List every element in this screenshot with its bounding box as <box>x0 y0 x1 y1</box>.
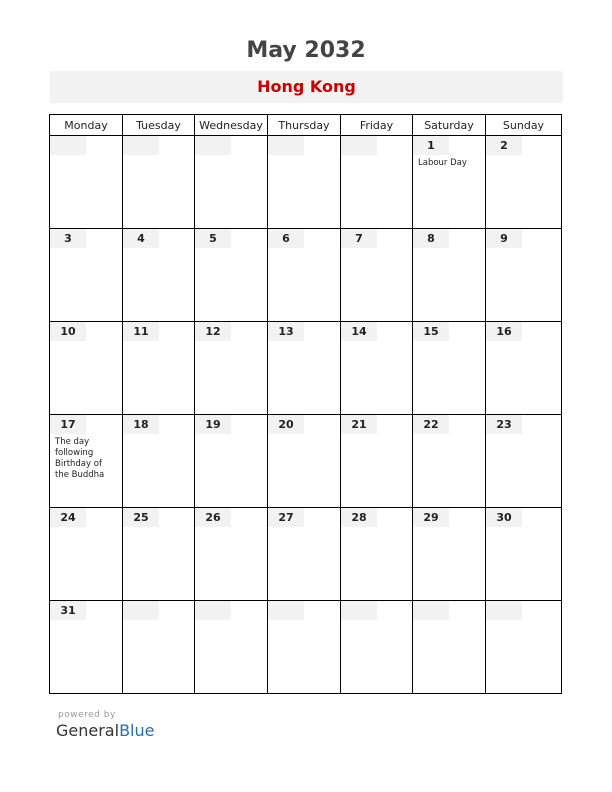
day-number: 7 <box>341 229 377 248</box>
day-cell <box>50 322 123 415</box>
day-cell <box>413 136 486 229</box>
day-cell <box>50 601 123 694</box>
day-number <box>341 136 377 155</box>
weekday-header: Tuesday <box>123 115 195 136</box>
day-number: 31 <box>50 601 86 620</box>
day-cell <box>123 136 195 229</box>
weekday-header: Friday <box>341 115 413 136</box>
week-row <box>50 322 562 415</box>
day-cell <box>413 229 486 322</box>
week-row <box>50 229 562 322</box>
day-number <box>123 601 159 620</box>
day-cell <box>50 508 123 601</box>
day-number <box>486 601 522 620</box>
day-cell <box>486 136 562 229</box>
day-cell <box>50 136 123 229</box>
day-number <box>195 601 231 620</box>
day-cell <box>341 415 413 508</box>
day-number: 24 <box>50 508 86 527</box>
day-cell <box>413 415 486 508</box>
brand-logo <box>56 721 154 740</box>
week-row <box>50 508 562 601</box>
footer-branding <box>56 710 154 740</box>
day-cell <box>268 508 341 601</box>
day-cell <box>123 415 195 508</box>
day-number: 5 <box>195 229 231 248</box>
day-cell <box>195 601 268 694</box>
week-row <box>50 136 562 229</box>
day-cell <box>123 322 195 415</box>
day-number: 20 <box>268 415 304 434</box>
day-cell <box>268 136 341 229</box>
week-row <box>50 601 562 694</box>
day-cell <box>341 322 413 415</box>
day-number: 15 <box>413 322 449 341</box>
day-cell <box>123 229 195 322</box>
day-number: 16 <box>486 322 522 341</box>
holiday-label: The day following Birthday of the Buddha <box>55 437 105 480</box>
day-number: 10 <box>50 322 86 341</box>
day-number: 29 <box>413 508 449 527</box>
week-row <box>50 415 562 508</box>
day-number: 12 <box>195 322 231 341</box>
day-cell <box>341 229 413 322</box>
day-number: 4 <box>123 229 159 248</box>
day-cell <box>413 508 486 601</box>
day-cell <box>486 229 562 322</box>
day-number: 30 <box>486 508 522 527</box>
day-number <box>195 136 231 155</box>
day-number <box>341 601 377 620</box>
day-cell <box>195 508 268 601</box>
day-number <box>268 136 304 155</box>
calendar-grid <box>49 114 562 694</box>
day-cell <box>413 322 486 415</box>
day-number: 9 <box>486 229 522 248</box>
day-number <box>413 601 449 620</box>
day-number: 17 <box>50 415 86 434</box>
day-number: 13 <box>268 322 304 341</box>
day-cell <box>341 508 413 601</box>
day-cell <box>341 136 413 229</box>
day-cell <box>486 508 562 601</box>
day-number: 18 <box>123 415 159 434</box>
day-cell <box>486 601 562 694</box>
day-number: 3 <box>50 229 86 248</box>
day-number: 27 <box>268 508 304 527</box>
day-cell <box>195 322 268 415</box>
day-number <box>268 601 304 620</box>
day-cell <box>123 601 195 694</box>
day-cell <box>195 136 268 229</box>
day-cell <box>341 601 413 694</box>
day-number: 8 <box>413 229 449 248</box>
weekday-header: Saturday <box>413 115 486 136</box>
day-number: 21 <box>341 415 377 434</box>
day-cell <box>268 322 341 415</box>
brand-part-general: General <box>56 721 120 740</box>
weekday-header: Sunday <box>486 115 562 136</box>
day-number: 2 <box>486 136 522 155</box>
weekday-header: Monday <box>50 115 123 136</box>
day-cell <box>50 415 123 508</box>
day-number: 22 <box>413 415 449 434</box>
day-number <box>50 136 86 155</box>
day-cell <box>123 508 195 601</box>
weekday-header: Wednesday <box>195 115 268 136</box>
day-cell <box>195 229 268 322</box>
day-number <box>123 136 159 155</box>
day-number: 11 <box>123 322 159 341</box>
day-cell <box>50 229 123 322</box>
weekday-header: Thursday <box>268 115 341 136</box>
day-number: 19 <box>195 415 231 434</box>
weekday-header-row <box>50 115 562 136</box>
day-cell <box>268 601 341 694</box>
day-number: 1 <box>413 136 449 155</box>
day-number: 26 <box>195 508 231 527</box>
brand-part-blue: Blue <box>119 721 155 740</box>
holiday-label: Labour Day <box>418 158 467 168</box>
day-number: 28 <box>341 508 377 527</box>
day-cell <box>413 601 486 694</box>
region-name: Hong Kong <box>50 71 563 103</box>
day-number: 23 <box>486 415 522 434</box>
day-cell <box>486 415 562 508</box>
day-cell <box>268 415 341 508</box>
day-cell <box>486 322 562 415</box>
day-number: 6 <box>268 229 304 248</box>
powered-by-text: powered by <box>58 710 116 720</box>
calendar-title: May 2032 <box>246 38 366 63</box>
day-cell <box>268 229 341 322</box>
day-cell <box>195 415 268 508</box>
day-number: 14 <box>341 322 377 341</box>
day-number: 25 <box>123 508 159 527</box>
